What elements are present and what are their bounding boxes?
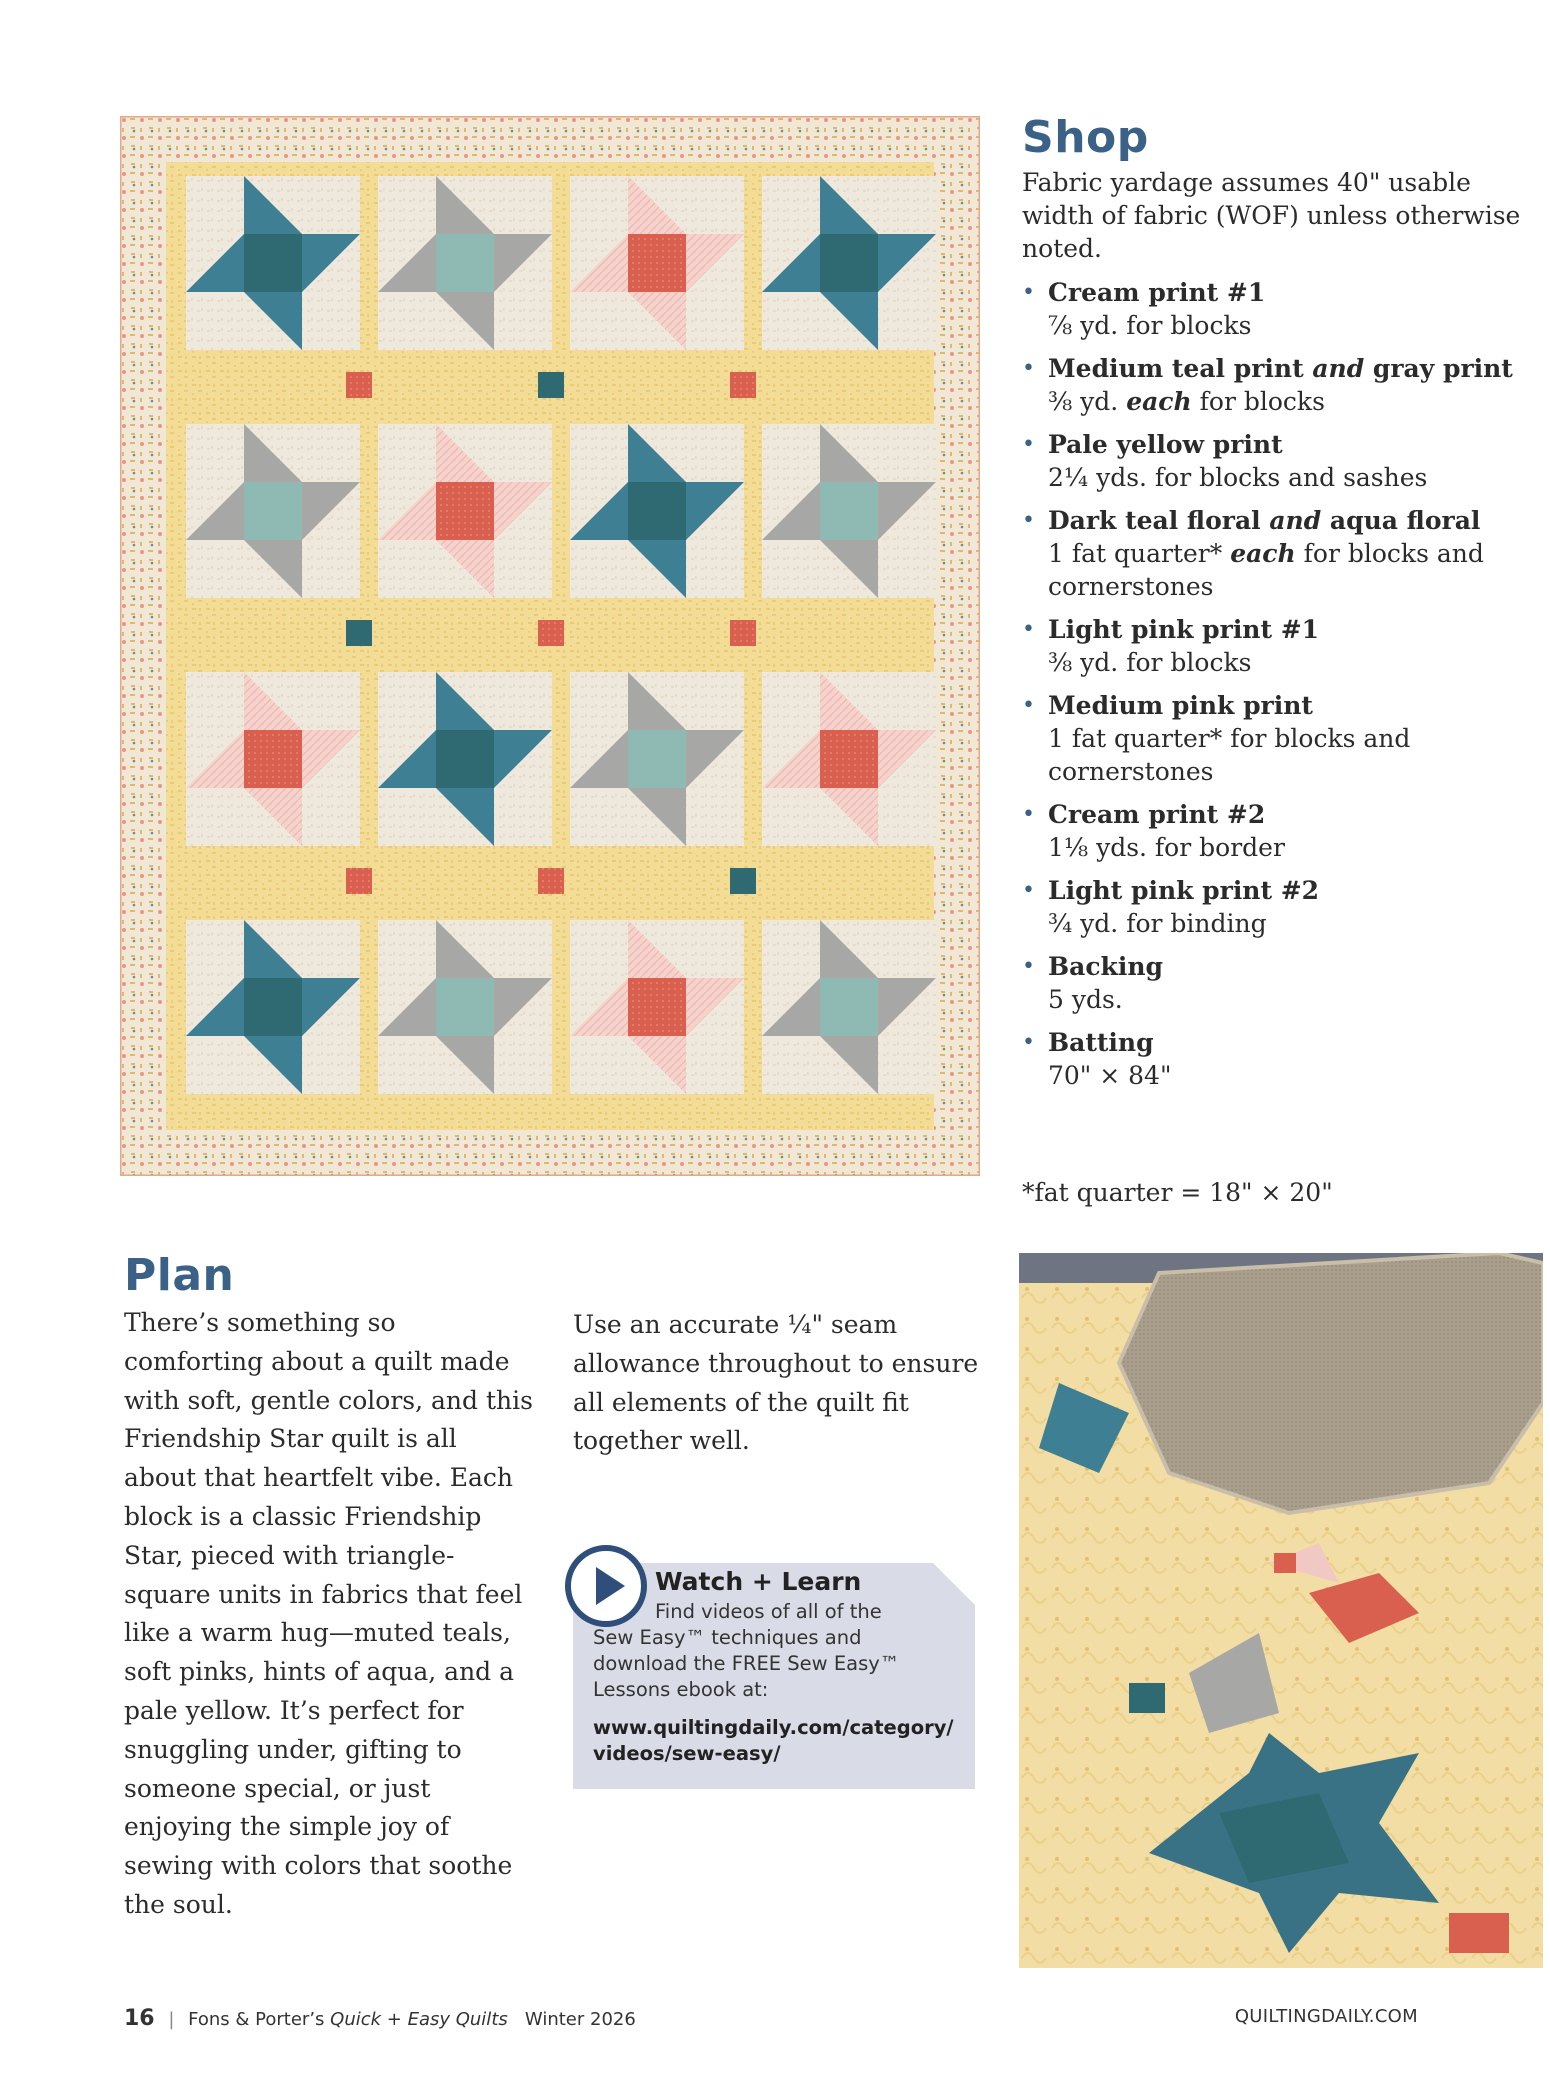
shop-item: • Batting 70" × 84" <box>1022 1028 1172 1090</box>
bullet-icon: • <box>1022 280 1035 305</box>
bed-photo <box>1019 1253 1543 1968</box>
shop-item: • Dark teal floral and aqua floral 1 fat quarter* each for blocks and cornerstones <box>1022 506 1484 601</box>
watch-learn-box <box>573 1553 975 1789</box>
watch-learn-text: Find videos of all of the Sew Easy™ techniques and download the FREE Sew Easy™ Lessons ebook at: <box>593 1600 900 1701</box>
plan-body: There’s something so comforting about a quilt made with soft, gentle colors, and this Friendship Star quilt is all about that heartfelt vibe. Each block is a classic Friendship Star, pieced with triangle-square units in fabrics that feel like a warm hug—muted teals, soft pinks, hints of aqua, and a pale yellow. It’s perfect for snuggling under, gifting to someone special, or just enjoying the simple joy of sewing with colors that soothe the soul. <box>124 1308 533 1919</box>
shop-list <box>1022 276 1542 1102</box>
page-number: 16 <box>124 2006 155 2031</box>
shop-item: • Cream print #1 ⅞ yd. for blocks <box>1022 278 1266 340</box>
bullet-icon: • <box>1022 693 1035 718</box>
site-url[interactable]: QUILTINGDAILY.COM <box>1234 2006 1418 2027</box>
page-footer: 16 | Fons & Porter’s Quick + Easy Quilts Winter 2026 <box>124 2006 636 2031</box>
bullet-icon: • <box>1022 617 1035 642</box>
shop-item: • Pale yellow print 2¼ yds. for blocks and sashes <box>1022 430 1428 492</box>
shop-intro: Fabric yardage assumes 40" usable width of fabric (WOF) unless otherwise noted. <box>1022 168 1521 263</box>
bullet-icon: • <box>1022 356 1035 381</box>
fat-quarter-note: *fat quarter = 18" × 20" <box>1022 1178 1333 1207</box>
shop-item: • Light pink print #1 ⅜ yd. for blocks <box>1022 615 1320 677</box>
shop-heading: Shop <box>1022 112 1149 163</box>
bullet-icon: • <box>1022 508 1035 533</box>
shop-item: • Medium teal print and gray print ⅜ yd. each for blocks <box>1022 354 1513 416</box>
bullet-icon: • <box>1022 432 1035 457</box>
watch-learn-title: Watch + Learn <box>655 1567 862 1596</box>
shop-item: • Cream print #2 1⅛ yds. for border <box>1022 800 1285 862</box>
bullet-icon: • <box>1022 1030 1035 1055</box>
shop-item: • Medium pink print 1 fat quarter* for blocks and cornerstones <box>1022 691 1411 786</box>
quilt-photo <box>120 116 980 1176</box>
bullet-icon: • <box>1022 954 1035 979</box>
bullet-icon: • <box>1022 878 1035 903</box>
plan-heading: Plan <box>124 1250 235 1301</box>
bullet-icon: • <box>1022 802 1035 827</box>
watch-learn-link[interactable]: www.quiltingdaily.com/category/ videos/sew-easy/ <box>593 1716 954 1765</box>
seam-allowance-note: Use an accurate ¼" seam allowance throughout to ensure all elements of the quilt fit together well. <box>573 1310 979 1456</box>
shop-item: • Backing 5 yds. <box>1022 952 1164 1014</box>
shop-item: • Light pink print #2 ¾ yd. for binding <box>1022 876 1320 938</box>
